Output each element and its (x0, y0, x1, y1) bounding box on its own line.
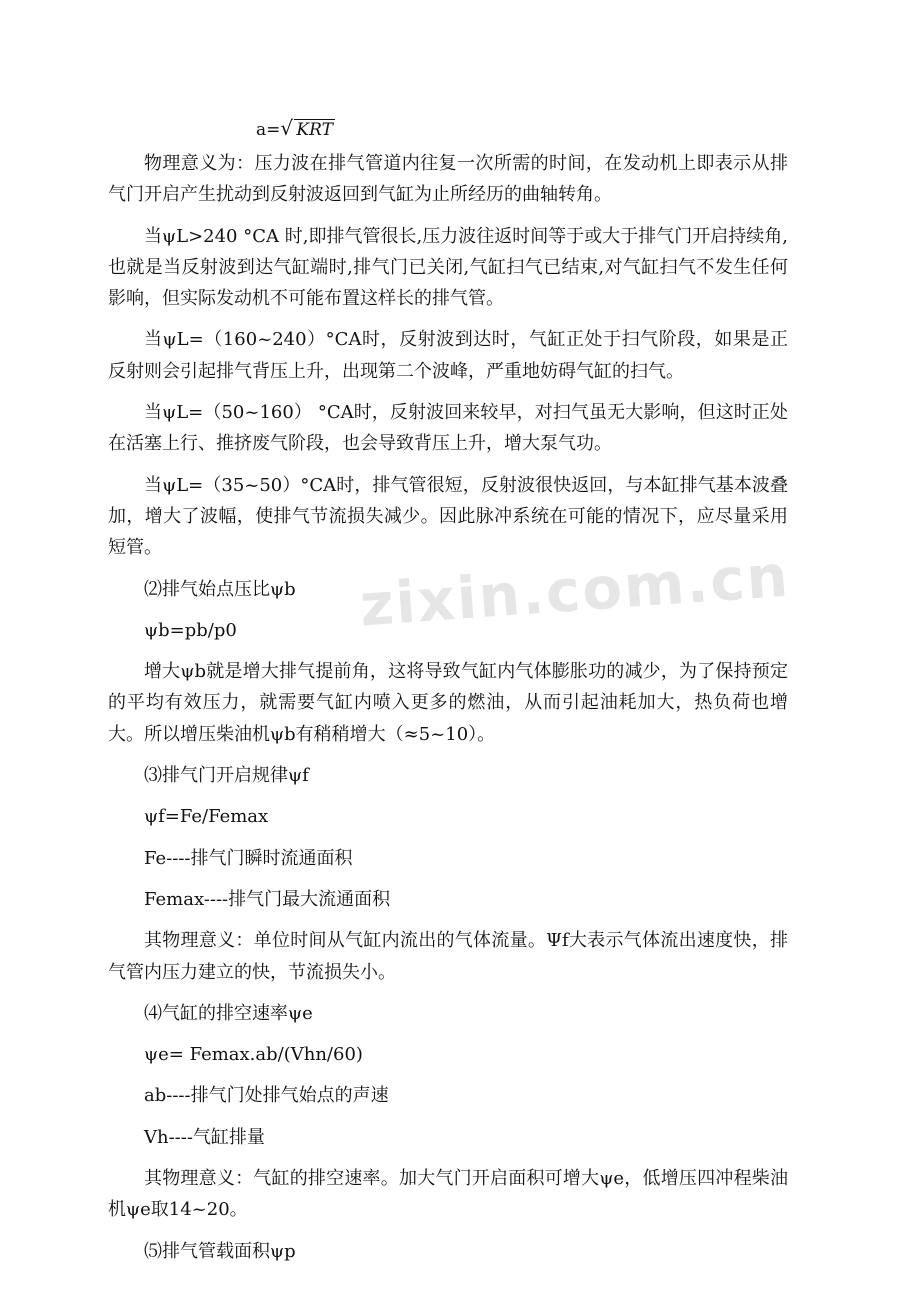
section-heading-4: ⑷气缸的排空速率ψe (144, 1002, 313, 1024)
formula-psi-e: ψe= Femax.ab/(Vhn/60) (144, 1044, 363, 1066)
paragraph-psi-e: 其物理意义：气缸的排空速率。加大气门开启面积可增大ψe，低增压四冲程柴油机ψe取14~20。 (108, 1168, 788, 1221)
paragraph-case-50-160: 当ψL=（50~160） °CA时，反射波回来较早，对扫气虽无大影响，但这时正处在活塞上行、推挤废气阶段，也会导致背压上升，增大泵气功。 (108, 402, 788, 455)
document-body (108, 112, 792, 1277)
paragraph-psi-b: 增大ψb就是增大排气提前角，这将导致气缸内气体膨胀功的减少，为了保持预定的平均有效压力，就需要气缸内喷入更多的燃油，从而引起油耗加大，热负荷也增大。所以增压柴油机ψb有稍稍增大（≈5~10）。 (108, 661, 788, 745)
paragraph-case-over-240: 当ψL>240 °CA 时,即排气管很长,压力波往返时间等于或大于排气门开启持续角,也就是当反射波到达气缸端时,排气门已关闭,气缸扫气已结束,对气缸扫气不发生任何影响，但实际发动机不可能布置这样长的排气管。 (108, 225, 788, 310)
section-heading-2: ⑵排气始点压比ψb (144, 578, 296, 600)
section-heading-3: ⑶排气门开启规律ψf (144, 765, 309, 787)
formula-sound-speed (108, 112, 788, 148)
formula-radicand: KRT (296, 120, 333, 140)
section-heading-5: ⑸排气管载面积ψp (144, 1240, 296, 1262)
definition-femax: Femax----排气门最大流通面积 (144, 888, 391, 910)
paragraph-psi-f: 其物理意义：单位时间从气缸内流出的气体流量。Ψf大表示气体流出速度快，排气管内压力建立的快，节流损失小。 (108, 930, 788, 983)
sqrt-symbol: √ KRT (280, 116, 333, 140)
paragraph-physical-meaning: 物理意义为：压力波在排气管道内往复一次所需的时间，在发动机上即表示从排气门开启产生扰动到反射波返回到气缸为止所经历的曲轴转角。 (108, 153, 788, 206)
formula-psi-b: ψb=pb/p0 (144, 619, 237, 641)
definition-fe: Fe----排气门瞬时流通面积 (144, 847, 353, 869)
definition-ab: ab----排气门处排气始点的声速 (144, 1085, 389, 1107)
paragraph-case-35-50: 当ψL=（35~50）°CA时，排气管很短，反射波很快返回，与本缸排气基本波叠加，增大了波幅，使排气节流损失减少。因此脉冲系统在可能的情况下，应尽量采用短管。 (108, 474, 788, 559)
definition-vh: Vh----气缸排量 (144, 1126, 265, 1148)
watermark: zixin.com.cn (357, 541, 792, 640)
paragraph-case-160-240: 当ψL=（160~240）°CA时，反射波到达时，气缸正处于扫气阶段，如果是正反射则会引起排气背压上升，出现第二个波峰，严重地妨碍气缸的扫气。 (108, 329, 788, 382)
formula-psi-f: ψf=Fe/Femax (144, 806, 269, 828)
formula-lhs: a= (256, 120, 281, 140)
